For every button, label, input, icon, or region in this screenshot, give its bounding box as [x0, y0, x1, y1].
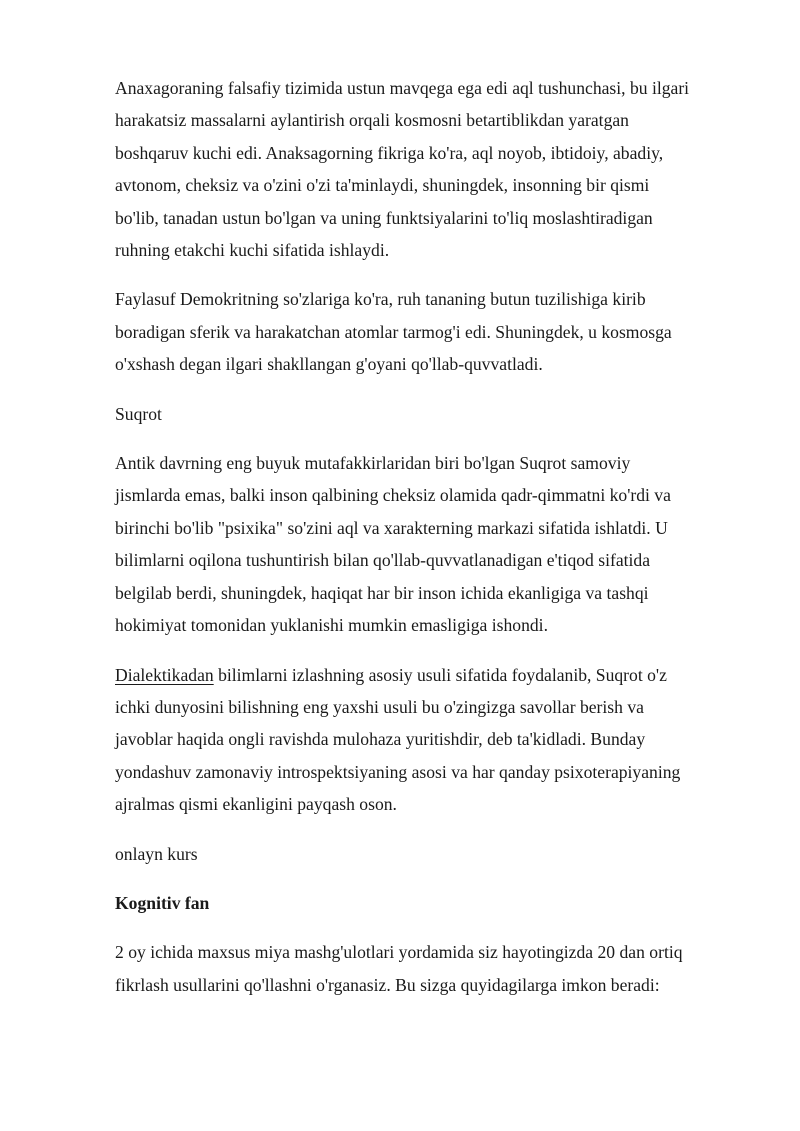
course-title [115, 887, 740, 919]
text-line: bilimlarni oqilona tushuntirish bilan qo'llab-quvvatlanadigan e'tiqod sifatida [115, 550, 651, 571]
dialectics-link[interactable]: Dialektikadan [115, 664, 214, 685]
paragraph-dialectics [115, 659, 740, 821]
text-line: ruhning etakchi kuchi sifatida ishlaydi. [115, 240, 390, 261]
paragraph-democritus [115, 283, 740, 380]
text-line: harakatsiz massalarni aylantirish orqali kosmosni betartiblikdan yaratgan [115, 110, 629, 131]
paragraph-socrates [115, 447, 740, 641]
text-line: 2 oy ichida maxsus miya mashg'ulotlari yordamida siz hayotingizda 20 dan ortiq [115, 942, 683, 963]
text-line: hokimiyat tomonidan yuklanishi mumkin emasligiga ishondi. [115, 615, 548, 636]
paragraph-anaxagoras [115, 72, 740, 266]
paragraph-course [115, 936, 740, 1001]
text-line: ichki dunyosini bilishning eng yaxshi usuli bu o'zingizga savollar berish va [115, 696, 644, 717]
course-label [115, 838, 740, 870]
text-line: avtonom, cheksiz va o'zini o'zi ta'minlaydi, shuningdek, insonning bir qismi [115, 175, 650, 196]
text-line: o'xshash degan ilgari shakllangan g'oyani qo'llab-quvvatladi. [115, 354, 543, 375]
text-line: boshqaruv kuchi edi. Anaksagorning fikriga ko'ra, aql noyob, ibtidoiy, abadiy, [115, 142, 664, 163]
text-line: Anaxagoraning falsafiy tizimida ustun mavqega ega edi aql tushunchasi, bu ilgari [115, 78, 690, 98]
section-heading-socrates [115, 398, 740, 430]
text-line: jismlarda emas, balki inson qalbining cheksiz olamida qadr-qimmatni ko'rdi va [115, 485, 671, 506]
text-line: javoblar haqida ongli ravishda mulohaza yuritishdir, deb ta'kidladi. Bunday [115, 729, 646, 750]
course-title-text: Kognitiv fan [115, 892, 210, 913]
course-label-text: onlayn kurs [115, 843, 198, 864]
text-line: birinchi bo'lib "psixika" so'zini aql va xarakterning markazi sifatida ishlatdi. U [115, 517, 668, 538]
text-line: bo'lib, tanadan ustun bo'lgan va uning funktsiyalarini to'liq moslashtiradigan [115, 207, 653, 228]
text-line: yondashuv zamonaviy introspektsiyaning asosi va har qanday psixoterapiyaning [115, 761, 681, 782]
text-line: Faylasuf Demokritning so'zlariga ko'ra, ruh tananing butun tuzilishiga kirib [115, 289, 646, 310]
text-line: fikrlash usullarini qo'llashni o'rganasiz. Bu sizga quyidagilarga imkon beradi: [115, 974, 660, 995]
text-line [115, 659, 740, 691]
section-title: Suqrot [115, 403, 162, 424]
text-line: belgilab berdi, shuningdek, haqiqat har bir inson ichida ekanligiga va tashqi [115, 582, 649, 603]
text-line: Antik davrning eng buyuk mutafakkirlaridan biri bo'lgan Suqrot samoviy [115, 453, 631, 474]
text-fragment: bilimlarni izlashning asosiy usuli sifatida foydalanib, Suqrot o'z [213, 664, 667, 685]
text-line: boradigan sferik va harakatchan atomlar tarmog'i edi. Shuningdek, u kosmosga [115, 321, 672, 342]
text-line: ajralmas qismi ekanligini payqash oson. [115, 794, 397, 815]
document-page [115, 72, 740, 1018]
